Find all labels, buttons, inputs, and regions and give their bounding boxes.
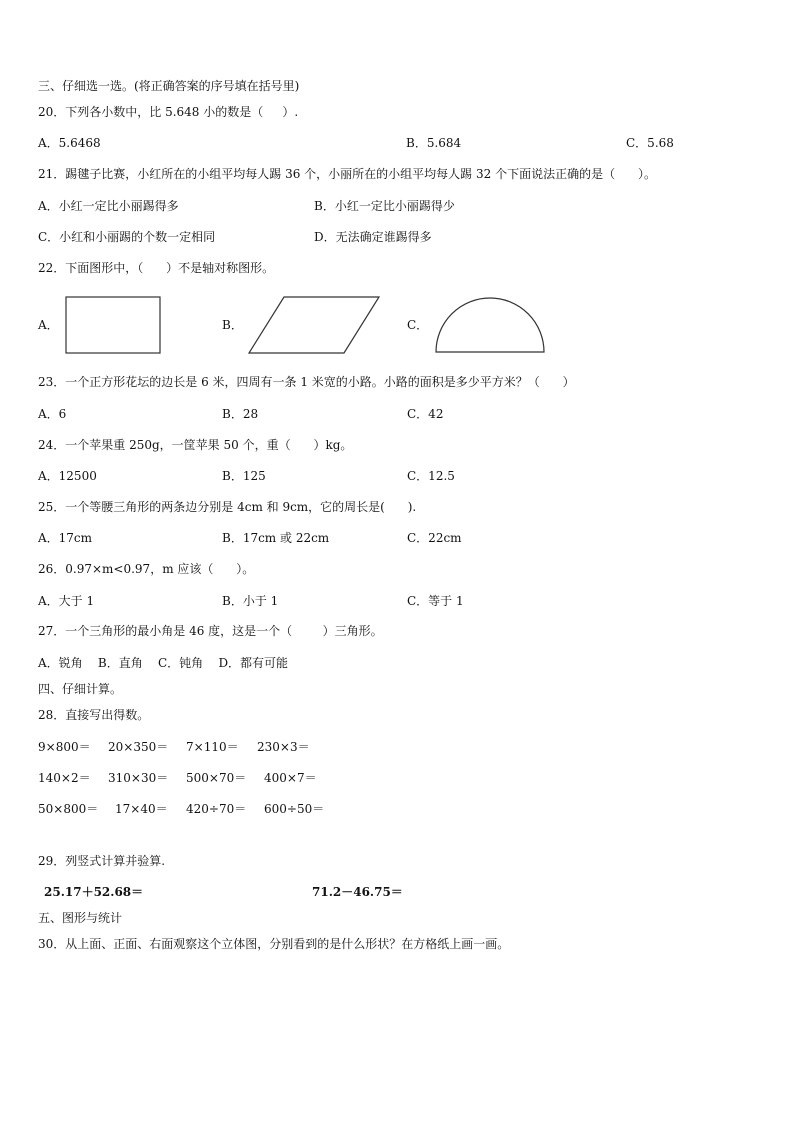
- q23-stem: 23．一个正方形花坛的边长是 6 米，四周有一条 1 米宽的小路。小路的面积是多少平方米？（ ）: [38, 375, 575, 389]
- calc-1-1: 9×800＝: [38, 740, 91, 754]
- q29-expression-1: 25.17＋52.68＝: [44, 885, 144, 899]
- q27-options: A．锐角 B．直角 C．钝角 D．都有可能: [38, 656, 289, 670]
- q28-stem: 28．直接写出得数。: [38, 708, 150, 722]
- q25-option-c: C．22cm: [407, 531, 462, 545]
- q23-option-b: B．28: [222, 407, 259, 421]
- q24-stem: 24．一个苹果重 250g，一筐苹果 50 个，重（ ）kg。: [38, 438, 353, 452]
- calc-3-4: 600÷50＝: [264, 802, 325, 816]
- q29-stem: 29．列竖式计算并验算.: [38, 854, 166, 868]
- calc-2-3: 500×70＝: [186, 771, 247, 785]
- calc-1-4: 230×3＝: [257, 740, 310, 754]
- q21-option-c: C．小红和小丽踢的个数一定相同: [38, 230, 216, 244]
- q20-option-b: B．5.684: [406, 136, 462, 150]
- q21-option-d: D．无法确定谁踢得多: [314, 230, 432, 244]
- q21-stem: 21．踢毽子比赛，小红所在的小组平均每人踢 36 个，小丽所在的小组平均每人踢 32 个下面说法正确的是（ ）。: [38, 167, 656, 181]
- section-3-heading: 三、仔细选一选。(将正确答案的序号填在括号里): [38, 79, 300, 93]
- q29-expression-2: 71.2－46.75＝: [312, 885, 403, 899]
- q22-option-c-label: C．: [407, 318, 429, 332]
- q25-option-a: A．17cm: [38, 531, 93, 545]
- q22-option-a-label: A．: [38, 318, 59, 332]
- calc-2-4: 400×7＝: [264, 771, 317, 785]
- rectangle-figure: [64, 295, 164, 355]
- q24-option-b: B．125: [222, 469, 266, 483]
- q20-stem: 20．下列各小数中，比 5.648 小的数是（ ）.: [38, 105, 299, 119]
- q26-option-b: B．小于 1: [222, 594, 279, 608]
- section-5-heading: 五、图形与统计: [38, 911, 123, 925]
- q23-option-a: A．6: [38, 407, 67, 421]
- q30-stem: 30．从上面、正面、右面观察这个立体图，分别看到的是什么形状？在方格纸上画一画。: [38, 937, 510, 951]
- semicircle-figure: [434, 296, 546, 356]
- q24-option-c: C．12.5: [407, 469, 455, 483]
- section-4-heading: 四、仔细计算。: [38, 682, 123, 696]
- calc-2-1: 140×2＝: [38, 771, 91, 785]
- q21-option-a: A．小红一定比小丽踢得多: [38, 199, 179, 213]
- q27-stem: 27．一个三角形的最小角是 46 度，这是一个（ ）三角形。: [38, 624, 383, 638]
- q26-option-c: C．等于 1: [407, 594, 464, 608]
- calc-3-2: 17×40＝: [115, 802, 168, 816]
- q26-stem: 26．0.97×m<0.97，m 应该（ ）。: [38, 562, 255, 576]
- q22-stem: 22．下面图形中，（ ）不是轴对称图形。: [38, 261, 275, 275]
- calc-3-1: 50×800＝: [38, 802, 99, 816]
- calc-3-3: 420÷70＝: [186, 802, 247, 816]
- calc-1-2: 20×350＝: [108, 740, 169, 754]
- q25-stem: 25．一个等腰三角形的两条边分别是 4cm 和 9cm，它的周长是( ).: [38, 500, 417, 514]
- q24-option-a: A．12500: [38, 469, 97, 483]
- calc-1-3: 7×110＝: [186, 740, 239, 754]
- q23-option-c: C．42: [407, 407, 444, 421]
- q26-option-a: A．大于 1: [38, 594, 95, 608]
- q20-option-c: C．5.68: [626, 136, 674, 150]
- q25-option-b: B．17cm 或 22cm: [222, 531, 330, 545]
- q22-option-b-label: B．: [222, 318, 243, 332]
- q20-option-a: A．5.6468: [38, 136, 101, 150]
- calc-2-2: 310×30＝: [108, 771, 169, 785]
- parallelogram-figure: [246, 294, 382, 356]
- q21-option-b: B．小红一定比小丽踢得少: [314, 199, 455, 213]
